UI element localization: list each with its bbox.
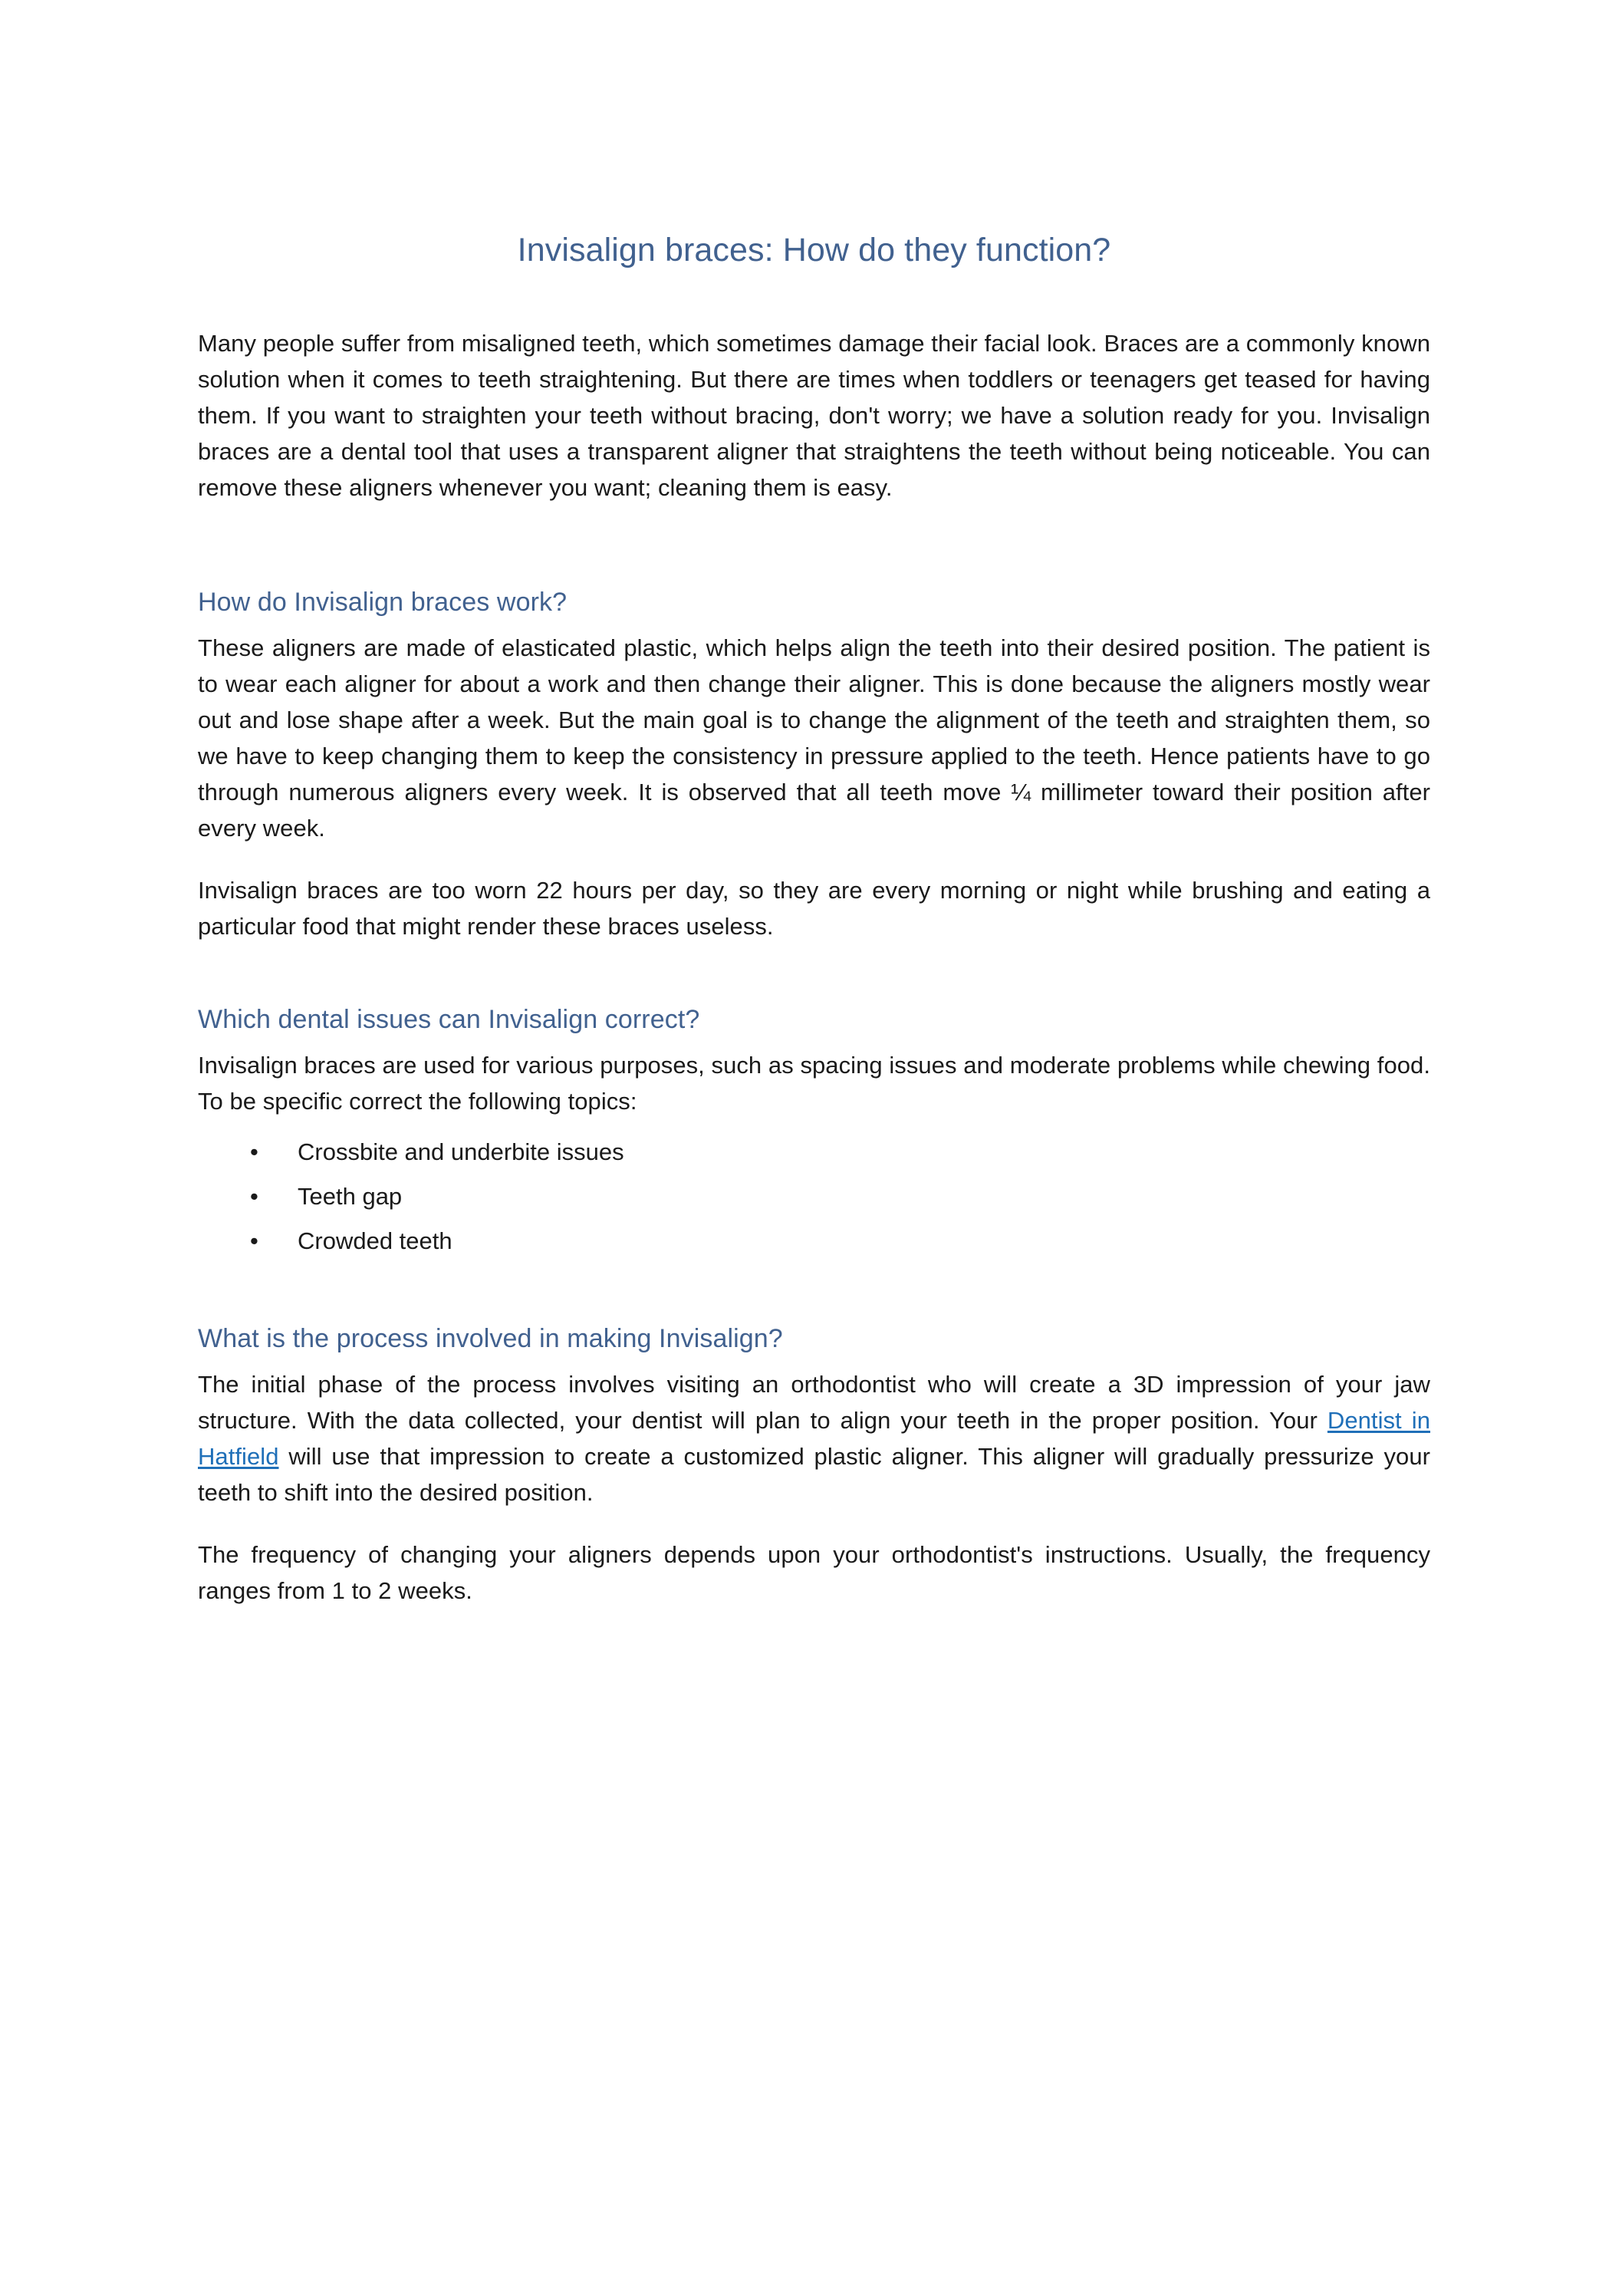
spacer [198,944,1430,1003]
intro-paragraph: Many people suffer from misaligned teeth, which sometimes damage their facial look. Braces are a commonly known solution when it comes to teeth straightening. But there are times when toddlers or teenagers get teased for having them. If you want to straighten your teeth without bracing, don't worry; we have a solution ready for you. Invisalign braces are a dental tool that uses a transparent aligner that straightens the teeth without being noticeable. You can remove these aligners whenever you want; cleaning them is easy. [198,329,1430,501]
issues-paragraph: Invisalign braces are used for various purposes, such as spacing issues and moderate problems while chewing food. To be specific correct the following topics: [198,1052,1430,1115]
list-item [198,1130,1430,1174]
spacer [198,1510,1430,1537]
list-item [198,1219,1430,1263]
bullet-icon: • [250,1138,258,1166]
dentist-in-hatfield-link[interactable]: Dentist in Hatfield [198,1407,1430,1471]
list-item-label: Crossbite and underbite issues [298,1138,624,1166]
list-item-label: Crowded teeth [298,1227,452,1255]
document-content [198,0,1430,1609]
list-item-label: Teeth gap [298,1183,403,1211]
spacer [198,1263,1430,1322]
spacer [198,1119,1430,1130]
page-title: Invisalign braces: How do they function? [517,232,1111,268]
how-paragraph-2: Invisalign braces are too worn 22 hours per day, so they are every morning or night while brushing and eating a particular food that might render these braces useless. [198,876,1430,940]
bullet-icon: • [250,1227,258,1255]
process-paragraph-1-text-after-link: will use that impression to create a customized plastic aligner. This aligner will gradually pressurize your teeth to shift into the desired position. [198,1443,1430,1507]
spacer [198,1036,1430,1047]
how-paragraph-1: These aligners are made of elasticated plastic, which helps align the teeth into their desired position. The patient is to wear each aligner for about a work and then change their aligner. This is done because the aligners mostly wear out and lose shape after a week. But the main goal is to change the alignment of the teeth and straighten them, so we have to keep changing them to keep the consistency in pressure applied to the teeth. Hence patients have to go through numerous aligners every week. It is observed that all teeth move ¼ millimeter toward their position after every week. [198,634,1430,842]
spacer [198,846,1430,872]
spacer [198,506,1430,585]
process-paragraph-1 [198,1366,1430,1510]
spacer [198,1356,1430,1366]
heading-what-is-the-process: What is the process involved in making Invisalign? [198,1324,783,1354]
spacer [198,619,1430,630]
heading-which-dental-issues: Which dental issues can Invisalign correct? [198,1004,700,1034]
process-paragraph-2: The frequency of changing your aligners depends upon your orthodontist's instructions. Usually, the frequency ranges from 1 to 2 weeks. [198,1541,1430,1605]
heading-how-do-invisalign-braces-work: How do Invisalign braces work? [198,587,568,617]
bullet-icon: • [250,1183,258,1211]
process-paragraph-1-text-before-link: The initial phase of the process involves visiting an orthodontist who will create a 3D impression of your jaw structure. With the data collected, your dentist will plan to align your teeth in the proper position. Your [198,1371,1430,1435]
dental-issues-list [198,1130,1430,1263]
list-item [198,1174,1430,1219]
spacer [198,272,1430,325]
